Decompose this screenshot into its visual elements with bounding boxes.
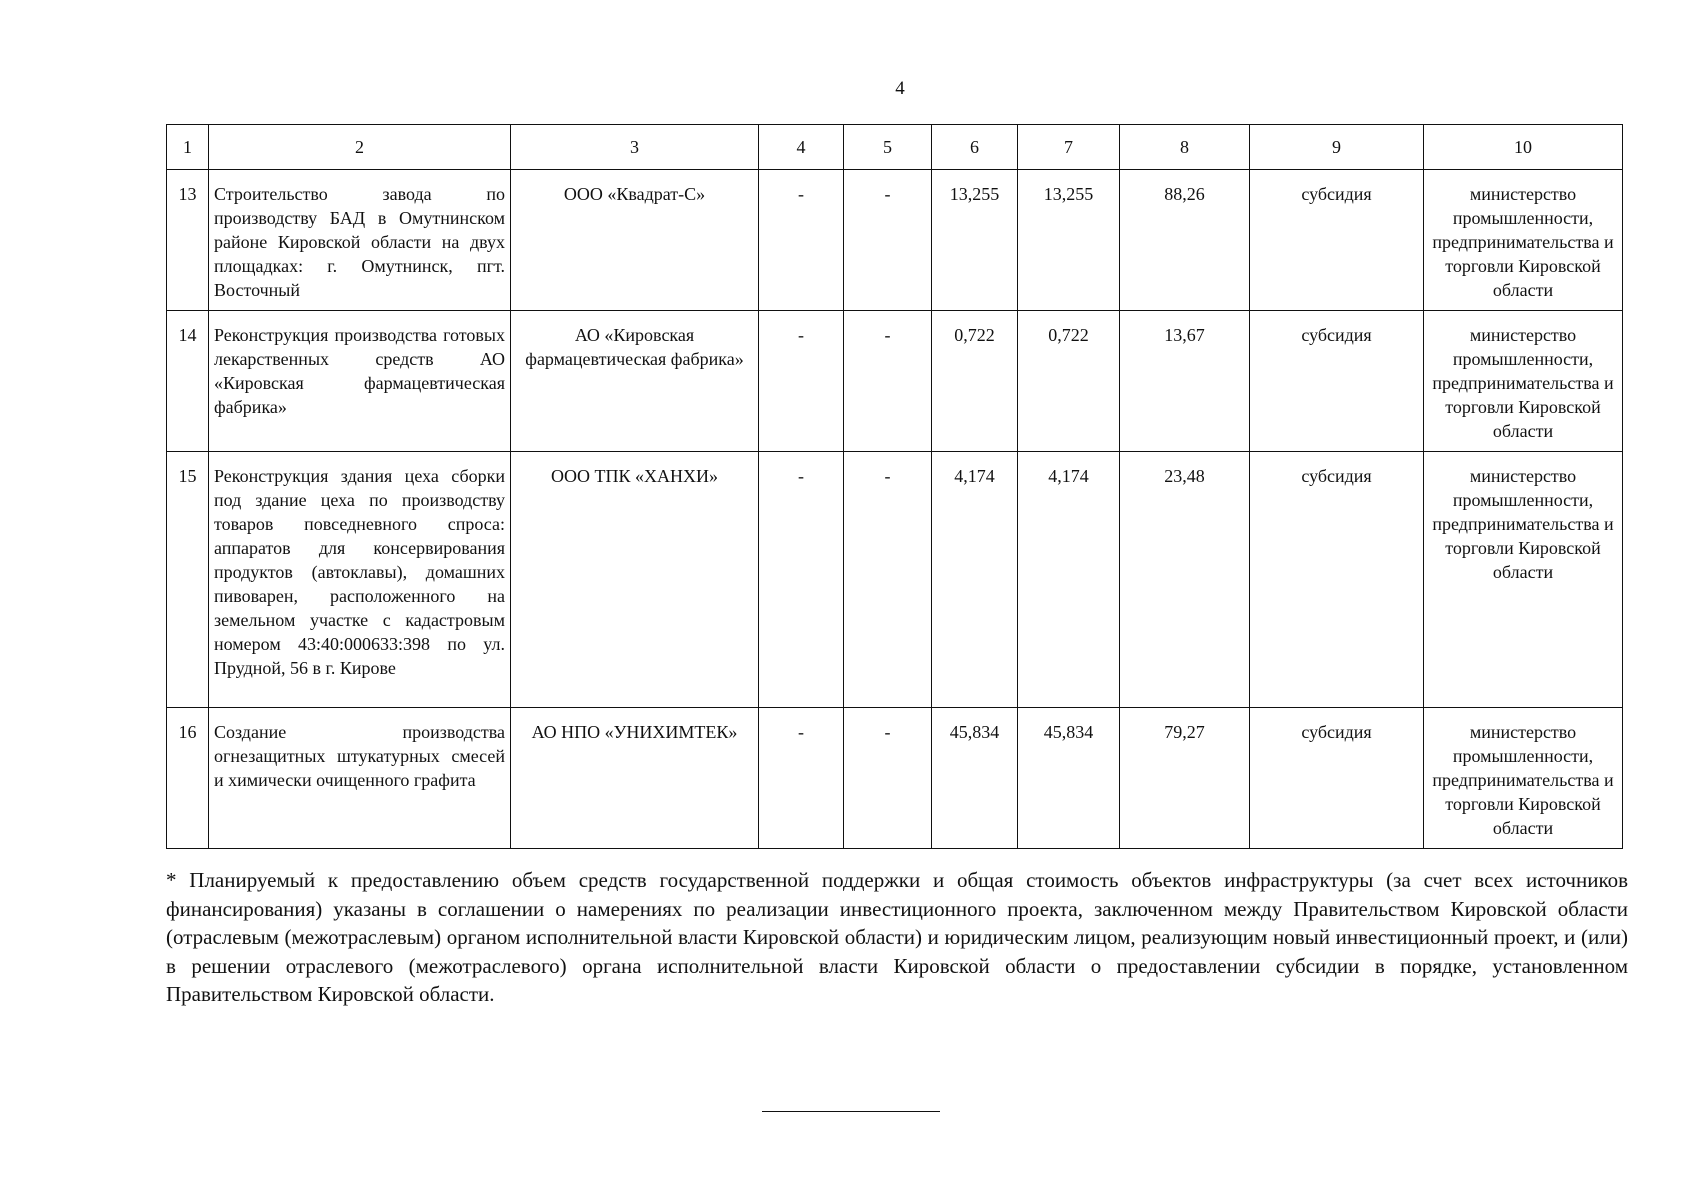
row-number: 14 (167, 311, 209, 452)
table-row (167, 708, 1623, 849)
table-row (167, 452, 1623, 708)
responsible-body: министерство промышленности, предпринимательства и торговли Кировской области (1424, 452, 1623, 708)
responsible-body: министерство промышленности, предпринимательства и торговли Кировской области (1424, 708, 1623, 849)
row-number: 16 (167, 708, 209, 849)
cell-col7: 0,722 (1018, 311, 1120, 452)
cell-col7: 45,834 (1018, 708, 1120, 849)
cell-col7: 13,255 (1018, 170, 1120, 311)
cell-col7: 4,174 (1018, 452, 1120, 708)
page-number: 4 (895, 78, 905, 99)
project-name: Реконструкция здания цеха сборки под здание цеха по производству товаров повседневного спроса: аппаратов для консервирования продуктов (автоклавы), домашних пивоварен, расположенного на земельном участке с кадастровым номером 43:40:000633:398 по ул. Прудной, 56 в г. Кирове (209, 452, 511, 708)
cell-col8: 79,27 (1120, 708, 1250, 849)
responsible-body: министерство промышленности, предпринимательства и торговли Кировской области (1424, 311, 1623, 452)
cell-col6: 13,255 (932, 170, 1018, 311)
cell-col5: - (844, 708, 932, 849)
cell-col8: 13,67 (1120, 311, 1250, 452)
column-header: 8 (1120, 125, 1250, 170)
cell-col8: 88,26 (1120, 170, 1250, 311)
responsible-body: министерство промышленности, предпринимательства и торговли Кировской области (1424, 170, 1623, 311)
column-header: 6 (932, 125, 1018, 170)
organization: ООО «Квадрат-С» (511, 170, 759, 311)
cell-col6: 0,722 (932, 311, 1018, 452)
cell-col6: 45,834 (932, 708, 1018, 849)
cell-col4: - (759, 170, 844, 311)
column-header: 1 (167, 125, 209, 170)
cell-col5: - (844, 452, 932, 708)
column-header: 5 (844, 125, 932, 170)
project-name: Создание производства огнезащитных штукатурных смесей и химически очищенного графита (209, 708, 511, 849)
footnote: * Планируемый к предоставлению объем средств государственной поддержки и общая стоимость объектов инфраструктуры (за счет всех источников финансирования) указаны в соглашении о намерениях по реализации инвестиционного проекта, заключенном между Правительством Кировской области (отраслевым (межотраслевым) органом исполнительной власти Кировской области) и юридическим лицом, реализующим новый инвестиционный проект, и (или) в решении отраслевого (межотраслевого) органа исполнительной власти Кировской области о предоставлении субсидии в порядке, установленном Правительством Кировской области. (166, 868, 1628, 1006)
table-row (167, 311, 1623, 452)
organization: АО «Кировская фармацевтическая фабрика» (511, 311, 759, 452)
cell-col4: - (759, 452, 844, 708)
row-number: 15 (167, 452, 209, 708)
column-header: 4 (759, 125, 844, 170)
cell-col8: 23,48 (1120, 452, 1250, 708)
support-type: субсидия (1250, 311, 1424, 452)
support-type: субсидия (1250, 708, 1424, 849)
table-row (167, 170, 1623, 311)
cell-col6: 4,174 (932, 452, 1018, 708)
organization: ООО ТПК «ХАНХИ» (511, 452, 759, 708)
organization: АО НПО «УНИХИМТЕК» (511, 708, 759, 849)
support-type: субсидия (1250, 170, 1424, 311)
projects-table (166, 124, 1623, 849)
column-header: 3 (511, 125, 759, 170)
cell-col5: - (844, 311, 932, 452)
table-header-row (167, 125, 1623, 170)
project-name: Строительство завода по производству БАД в Омутнинском районе Кировской области на двух площадках: г. Омутнинск, пгт. Восточный (209, 170, 511, 311)
support-type: субсидия (1250, 452, 1424, 708)
column-header: 9 (1250, 125, 1424, 170)
cell-col4: - (759, 311, 844, 452)
cell-col5: - (844, 170, 932, 311)
column-header: 10 (1424, 125, 1623, 170)
cell-col4: - (759, 708, 844, 849)
row-number: 13 (167, 170, 209, 311)
end-divider (762, 1111, 940, 1112)
project-name: Реконструкция производства готовых лекарственных средств АО «Кировская фармацевтическая фабрика» (209, 311, 511, 452)
column-header: 2 (209, 125, 511, 170)
column-header: 7 (1018, 125, 1120, 170)
